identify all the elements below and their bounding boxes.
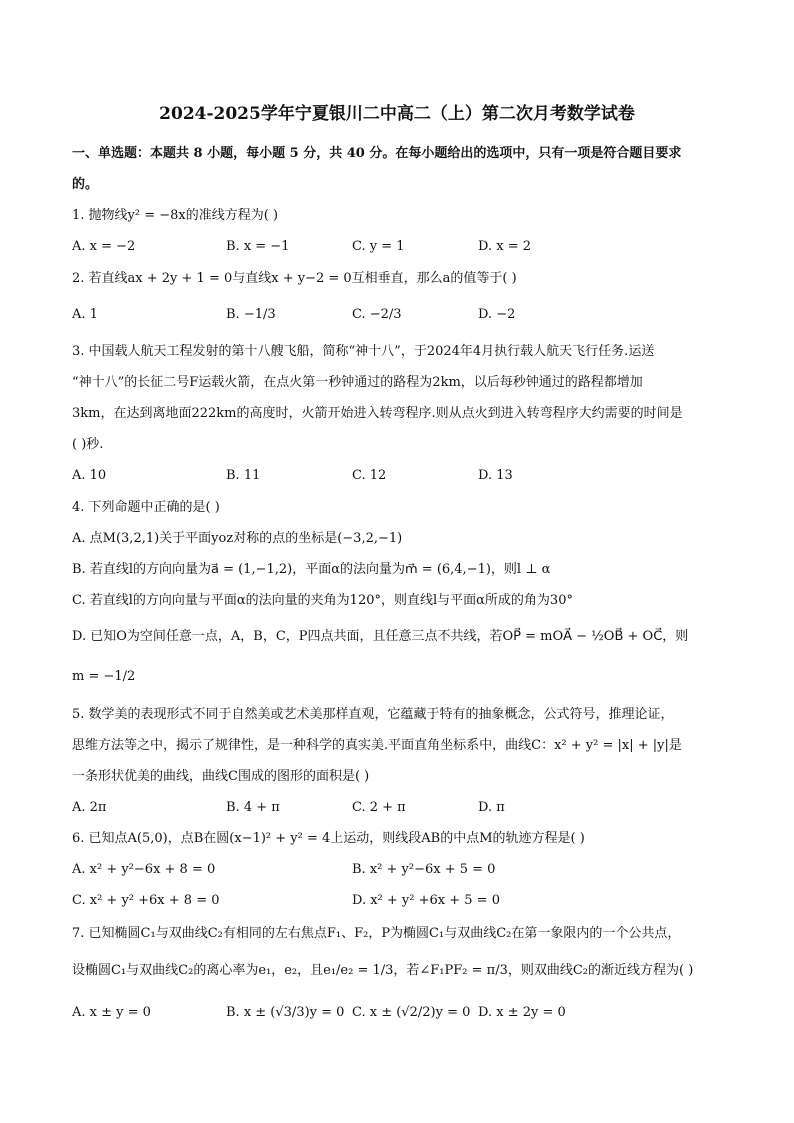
- question-5-line-3: 一条形状优美的曲线，曲线C围成的图形的面积是( ): [72, 769, 370, 784]
- q5-option-a: A. 2π: [72, 800, 107, 815]
- question-5-line-2: 思维方法等之中，揭示了规律性，是一种科学的真实美.平面直角坐标系中，曲线C：x² + y² = |x| + |y|是: [72, 738, 682, 753]
- q3-option-a: A. 10: [72, 468, 107, 483]
- question-7-line-1: 7. 已知椭圆C₁与双曲线C₂有相同的左右焦点F₁、F₂，P为椭圆C₁与双曲线C₂在第一象限内的一个公共点，: [72, 926, 681, 941]
- q1-option-c: C. y = 1: [352, 239, 405, 254]
- q1-option-d: D. x = 2: [478, 239, 531, 254]
- question-4-stem: 4. 下列命题中正确的是( ): [72, 500, 220, 515]
- question-6-stem: 6. 已知点A(5,0)，点B在圆(x−1)² + y² = 4上运动，则线段AB的中点M的轨迹方程是( ): [72, 831, 585, 846]
- q4-option-c: C. 若直线l的方向向量与平面α的法向量的夹角为120°，则直线l与平面α所成的角为30°: [72, 593, 573, 608]
- q7-option-b: B. x ± (√3/3)y = 0: [226, 1005, 345, 1020]
- q7-option-a: A. x ± y = 0: [72, 1005, 151, 1020]
- q1-option-a: A. x = −2: [72, 239, 136, 254]
- q3-option-d: D. 13: [478, 468, 513, 483]
- question-1-stem: 1. 抛物线y² = −8x的准线方程为( ): [72, 208, 279, 223]
- q4-option-d-cont: m = −1/2: [72, 669, 136, 684]
- q1-option-b: B. x = −1: [226, 239, 290, 254]
- question-3-line-2: “神十八”的长征二号F运载火箭，在点火第一秒钟通过的路程为2km，以后每秒钟通过的路程都增加: [72, 375, 643, 390]
- question-3-line-4: ( )秒.: [72, 437, 104, 452]
- q6-option-b: B. x² + y²−6x + 5 = 0: [352, 862, 496, 877]
- q2-option-b: B. −1/3: [226, 307, 276, 322]
- question-5-line-1: 5. 数学美的表现形式不同于自然美或艺术美那样直观，它蕴藏于特有的抽象概念，公式符号，推理论证，: [72, 707, 674, 722]
- page-title: 2024-2025学年宁夏银川二中高二（上）第二次月考数学试卷: [159, 104, 635, 124]
- q5-option-d: D. π: [478, 800, 505, 815]
- q6-option-d: D. x² + y² +6x + 5 = 0: [352, 893, 500, 908]
- q3-option-b: B. 11: [226, 468, 261, 483]
- question-7-line-2: 设椭圆C₁与双曲线C₂的离心率为e₁，e₂，且e₁/e₂ = 1/3，若∠F₁PF₂ = π/3，则双曲线C₂的渐近线方程为( ): [72, 963, 694, 978]
- question-3-line-1: 3. 中国载人航天工程发射的第十八艘飞船，简称“神十八”，于2024年4月执行载人航天飞行任务.运送: [72, 344, 655, 359]
- q7-option-c: C. x ± (√2/2)y = 0: [352, 1005, 471, 1020]
- q4-option-b: B. 若直线l的方向向量为a⃗ = (1,−1,2)，平面α的法向量为m⃗ = (6,4,−1)，则l ⊥ α: [72, 562, 551, 577]
- q3-option-c: C. 12: [352, 468, 387, 483]
- q5-option-b: B. 4 + π: [226, 800, 280, 815]
- q5-option-c: C. 2 + π: [352, 800, 406, 815]
- q4-option-a: A. 点M(3,2,1)关于平面yoz对称的点的坐标是(−3,2,−1): [72, 531, 403, 546]
- q2-option-c: C. −2/3: [352, 307, 402, 322]
- question-2-stem: 2. 若直线ax + 2y + 1 = 0与直线x + y−2 = 0互相垂直，那么a的值等于( ): [72, 271, 517, 286]
- q6-option-c: C. x² + y² +6x + 8 = 0: [72, 893, 220, 908]
- q7-option-d: D. x ± 2y = 0: [478, 1005, 566, 1020]
- question-3-line-3: 3km，在达到离地面222km的高度时，火箭开始进入转弯程序.则从点火到进入转弯程序大约需要的时间是: [72, 406, 683, 421]
- section-heading-cont: 的。: [72, 177, 99, 192]
- q2-option-a: A. 1: [72, 307, 98, 322]
- q2-option-d: D. −2: [478, 307, 516, 322]
- q6-option-a: A. x² + y²−6x + 8 = 0: [72, 862, 216, 877]
- section-heading: 一、单选题：本题共 8 小题，每小题 5 分，共 40 分。在每小题给出的选项中，只有一项是符合题目要求: [72, 146, 682, 161]
- q4-option-d: D. 已知O为空间任意一点，A，B，C，P四点共面，且任意三点不共线，若OP⃗ = mOA⃗ − ½OB⃗ + OC⃗，则: [72, 629, 689, 644]
